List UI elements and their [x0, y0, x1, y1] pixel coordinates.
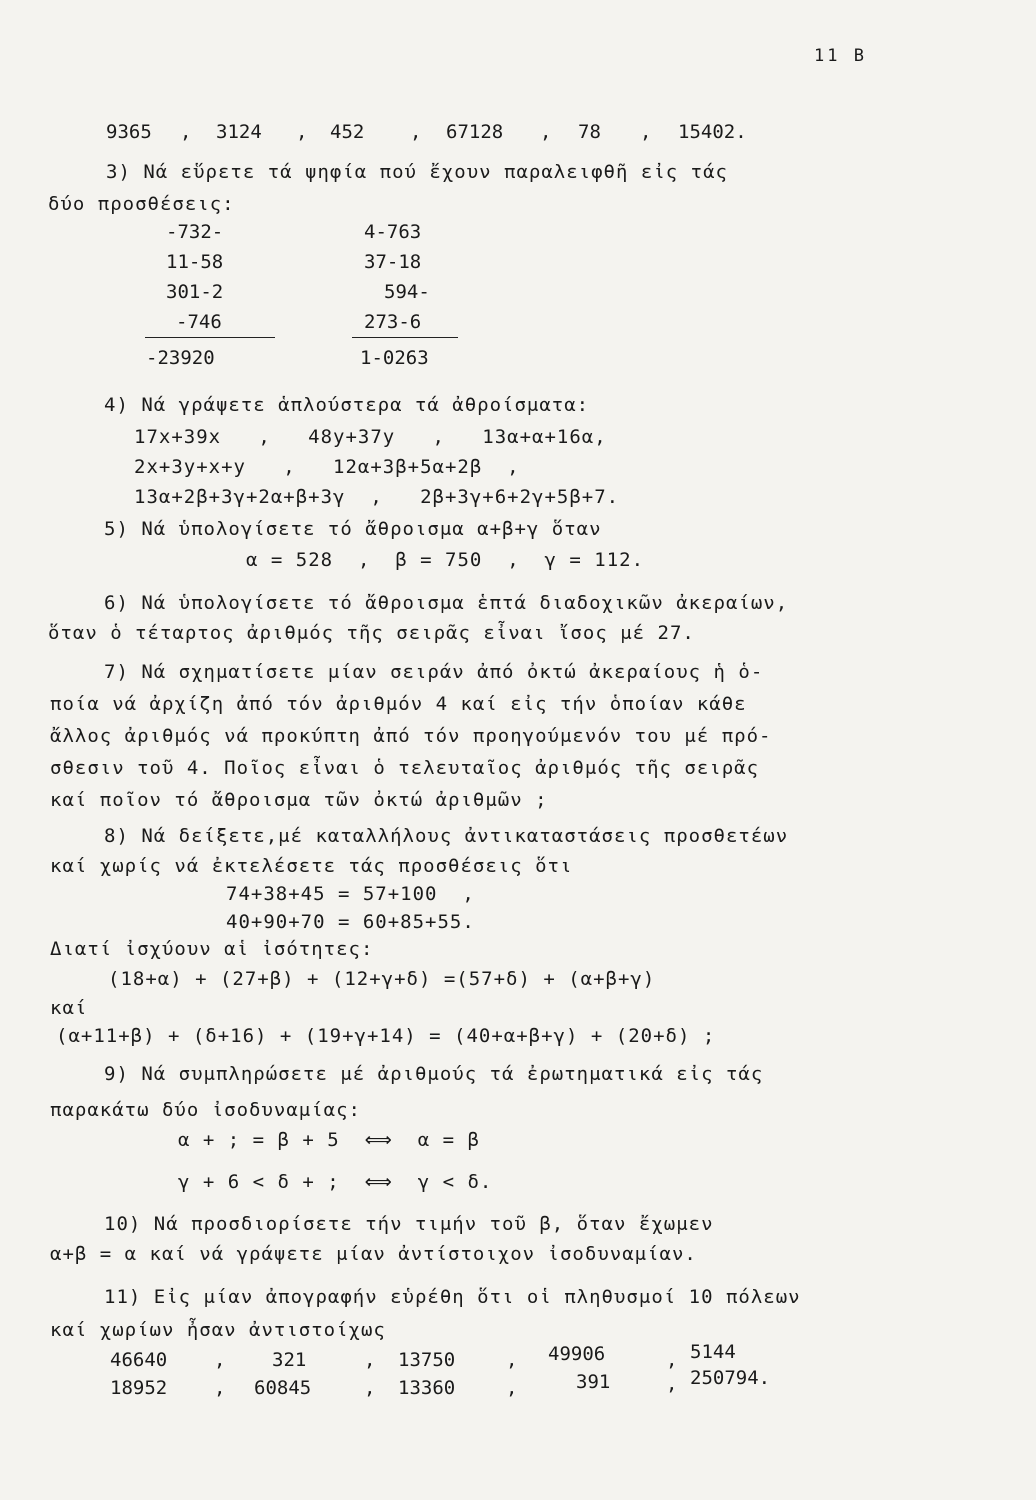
separator: , [364, 1377, 376, 1399]
addend: 37-18 [364, 251, 422, 273]
population-value: 321 [272, 1349, 307, 1371]
ex4-heading: 4) Νά γράψετε ἁπλούστερα τά ἀθροίσματα: [104, 394, 590, 416]
ex8-why: Διατί ἰσχύουν αἱ ἰσότητες: [50, 938, 374, 960]
ex4-line: 17x+39x , 48y+37y , 13α+α+16α, [134, 426, 607, 448]
ex9-line: 9) Νά συμπληρώσετε μέ ἀριθμούς τά ἐρωτηματικά εἰς τάς [104, 1063, 764, 1085]
number: 3124 [216, 121, 262, 143]
addend: -732- [166, 221, 224, 243]
separator: , [410, 121, 422, 143]
ex8-equation: (18+α) + (27+β) + (12+γ+δ) =(57+δ) + (α+β+γ) [108, 968, 656, 990]
population-value: 391 [576, 1371, 611, 1393]
population-value: 13360 [398, 1377, 456, 1399]
ex3-heading-cont: δύο προσθέσεις: [48, 193, 235, 215]
addend: 301-2 [166, 281, 224, 303]
ex7-line: ποία νά ἀρχίζη ἀπό τόν ἀριθμόν 4 καί εἰς τήν ὁποίαν κάθε [50, 693, 747, 715]
separator: , [506, 1349, 518, 1371]
sum: 1-0263 [360, 347, 429, 369]
ex10-line: α+β = α καί νά γράψετε μίαν ἀντίστοιχον ἰσοδυναμίαν. [50, 1243, 697, 1265]
ex11-line: 11) Εἰς μίαν ἀπογραφήν εὑρέθη ὅτι οἱ πληθυσμοί 10 πόλεων [104, 1286, 801, 1308]
ex6-line: ὅταν ὁ τέταρτος ἀριθμός τῆς σειρᾶς εἶναι ἴσος μέ 27. [48, 622, 695, 644]
population-value: 49906 [548, 1343, 606, 1365]
population-value: 46640 [110, 1349, 168, 1371]
ex7-line: σθεσιν τοῦ 4. Ποῖος εἶναι ὁ τελευταῖος ἀριθμός τῆς σειρᾶς [50, 757, 760, 779]
sum: -23920 [146, 347, 215, 369]
separator: , [666, 1349, 678, 1371]
ex4-line: 13α+2β+3γ+2α+β+3γ , 2β+3γ+6+2γ+5β+7. [134, 486, 620, 508]
separator: , [180, 121, 192, 143]
separator: , [506, 1377, 518, 1399]
population-value: 60845 [254, 1377, 312, 1399]
addend: -746 [176, 311, 222, 333]
ex8-equation: (α+11+β) + (δ+16) + (19+γ+14) = (40+α+β+γ) + (20+δ) ; [56, 1025, 716, 1047]
addend: 11-58 [166, 251, 224, 273]
page-number: 11 B [814, 46, 867, 66]
number: 452 [330, 121, 365, 143]
number: 9365 [106, 121, 152, 143]
ex9-equivalence: α + ; = β + 5 ⟺ α = β [178, 1129, 480, 1151]
separator: , [540, 121, 552, 143]
ex8-equation: 40+90+70 = 60+85+55. [226, 911, 475, 933]
ex8-line: 8) Νά δείξετε,μέ καταλλήλους ἀντικαταστάσεις προσθετέων [104, 825, 789, 847]
separator: , [666, 1373, 678, 1395]
addend: 273-6 [364, 311, 422, 333]
ex7-line: ἄλλος ἀριθμός νά προκύπτη ἀπό τόν προηγούμενόν του μέ πρό- [50, 725, 772, 747]
addend: 594- [384, 281, 430, 303]
ex5-values: α = 528 , β = 750 , γ = 112. [246, 549, 645, 571]
separator: , [640, 121, 652, 143]
sum-rule [352, 337, 458, 338]
addend: 4-763 [364, 221, 422, 243]
number: 67128 [446, 121, 504, 143]
population-value: 250794. [690, 1367, 771, 1389]
ex4-line: 2x+3y+x+y , 12α+3β+5α+2β , [134, 456, 520, 478]
ex11-line: καί χωρίων ἦσαν ἀντιστοίχως [50, 1319, 386, 1341]
separator: , [214, 1349, 226, 1371]
population-value: 18952 [110, 1377, 168, 1399]
separator: , [364, 1349, 376, 1371]
sum-rule [145, 337, 275, 338]
ex8-equation: 74+38+45 = 57+100 , [226, 883, 475, 905]
ex9-equivalence: γ + 6 < δ + ; ⟺ γ < δ. [178, 1171, 493, 1193]
separator: , [296, 121, 308, 143]
ex7-line: καί ποῖον τό ἄθροισμα τῶν ὀκτώ ἀριθμῶν ; [50, 789, 548, 811]
ex9-line: παρακάτω δύο ἰσοδυναμίας: [50, 1099, 361, 1121]
ex7-line: 7) Νά σχηματίσετε μίαν σειράν ἀπό ὀκτώ ἀκεραίους ἡ ὁ- [104, 661, 764, 683]
ex8-line: καί χωρίς νά ἐκτελέσετε τάς προσθέσεις ὅτι [50, 855, 573, 877]
population-value: 5144 [690, 1341, 736, 1363]
number: 15402. [678, 121, 747, 143]
population-value: 13750 [398, 1349, 456, 1371]
separator: , [214, 1377, 226, 1399]
ex10-line: 10) Νά προσδιορίσετε τήν τιμήν τοῦ β, ὅταν ἔχωμεν [104, 1213, 714, 1235]
ex6-line: 6) Νά ὑπολογίσετε τό ἄθροισμα ἑπτά διαδοχικῶν ἀκεραίων, [104, 592, 789, 614]
ex5-heading: 5) Νά ὑπολογίσετε τό ἄθροισμα α+β+γ ὅταν [104, 518, 602, 540]
number: 78 [578, 121, 601, 143]
ex8-kai: καί [50, 997, 88, 1019]
ex3-heading: 3) Νά εὕρετε τά ψηφία πού ἔχουν παραλειφθῆ εἰς τάς [106, 161, 728, 183]
